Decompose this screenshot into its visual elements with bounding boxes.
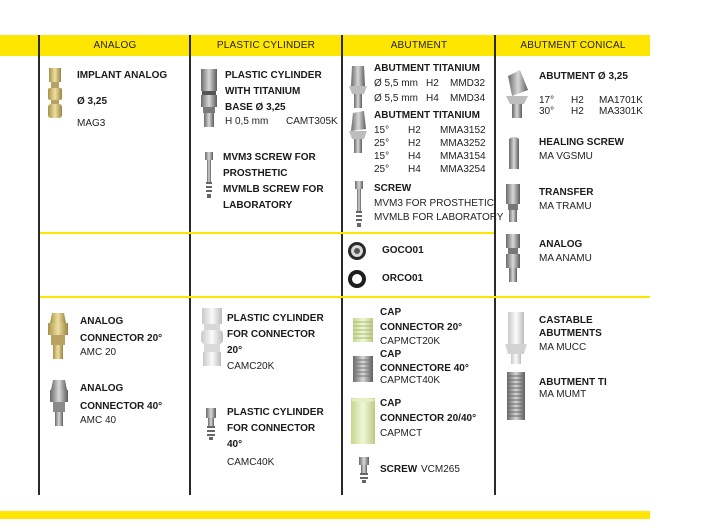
screw-title: SCREW — [374, 183, 412, 194]
analog-connector-40-icon — [48, 380, 70, 426]
column-divider — [38, 35, 40, 495]
screw-line2: MVMLB FOR LABORATORY — [374, 212, 504, 223]
analog-connector-40-code: AMC 40 — [80, 415, 117, 426]
row-divider — [40, 232, 494, 234]
implant-analog-size: Ø 3,25 — [77, 96, 108, 107]
angle: 17° — [539, 95, 555, 106]
angle: 15° — [374, 125, 390, 136]
cap-40-line1: CAP — [380, 349, 402, 360]
abutment-titanium-1-row — [374, 78, 494, 89]
cap-20-code: CAPMCT20K — [380, 336, 441, 347]
screw-vcm265-icon — [358, 457, 370, 483]
plastic-cylinder-40-line2: FOR CONNECTOR — [227, 423, 316, 434]
analog-connector-20-line2: CONNECTOR 20° — [80, 333, 163, 344]
code: MA3301K — [599, 106, 643, 117]
angled-abutment-icon — [347, 111, 369, 155]
plastic-cylinder-20-line1: PLASTIC CYLINDER — [227, 313, 324, 324]
abutment-titanium-1-row — [374, 93, 494, 104]
analog-connector-40-line1: ANALOG — [80, 383, 124, 394]
analog-connector-20-icon — [46, 313, 70, 359]
castable-code: MA MUCC — [539, 342, 587, 353]
castable-line2: ABUTMENTS — [539, 328, 602, 339]
healing-screw-code: MA VGSMU — [539, 151, 593, 162]
conical-abutment-title: ABUTMENT Ø 3,25 — [539, 71, 628, 82]
column-divider — [494, 35, 496, 495]
cap-connector-2040-icon — [350, 398, 376, 444]
o-ring-gold-icon — [347, 241, 367, 261]
implant-analog-code: MAG3 — [77, 118, 106, 129]
healing-screw-title: HEALING SCREW — [539, 137, 624, 148]
abutment-titanium-icon — [347, 66, 369, 110]
implant-analog-title: IMPLANT ANALOG — [77, 70, 168, 81]
analog-conical-code: MA ANAMU — [539, 253, 592, 264]
screw-line1: MVM3 FOR PROSTHETIC — [374, 198, 495, 209]
abutment-titanium-2-row — [374, 125, 494, 136]
abutment-titanium-2-row — [374, 138, 494, 149]
diameter: Ø 5,5 mm — [374, 78, 418, 89]
height: H4 — [408, 164, 421, 175]
footer-bar — [0, 511, 650, 519]
abutment-titanium-2-row — [374, 164, 494, 175]
height: H2 — [571, 106, 584, 117]
plastic-cylinder-titanium-line2: WITH TITANIUM — [225, 86, 301, 97]
plastic-cylinder-40-line3: 40° — [227, 439, 243, 450]
plastic-cylinder-titanium-line1: PLASTIC CYLINDER — [225, 70, 322, 81]
screw-vcm265-title: SCREW — [380, 464, 418, 475]
plastic-cylinder-titanium-line3: BASE Ø 3,25 — [225, 102, 286, 113]
abutment-ti-code: MA MUMT — [539, 389, 587, 400]
screw-vcm265-code: VCM265 — [421, 464, 460, 475]
plastic-cylinder-40-icon — [205, 408, 217, 440]
code: MA1701K — [599, 95, 643, 106]
mvm3-screw-icon — [204, 152, 214, 198]
header-plastic-cylinder: PLASTIC CYLINDER — [216, 40, 316, 51]
angle: 25° — [374, 164, 390, 175]
abutment-titanium-1-title: ABUTMENT TITANIUM — [374, 63, 480, 74]
cap-40-line2: CONNECTORE 40° — [380, 363, 469, 374]
code: MMA3252 — [440, 138, 486, 149]
abutment-ti-title: ABUTMENT TI — [539, 377, 607, 388]
header-abutment: ABUTMENT — [390, 40, 448, 51]
analog-conical-icon — [505, 234, 521, 282]
diameter: Ø 5,5 mm — [374, 93, 418, 104]
mvm3-screw-line3: MVMLB SCREW FOR — [223, 184, 324, 195]
analog-connector-20-line1: ANALOG — [80, 316, 124, 327]
height: H4 — [408, 151, 421, 162]
plastic-cylinder-titanium-icon — [199, 69, 219, 131]
code: MMA3152 — [440, 125, 486, 136]
header-abutment-conical: ABUTMENT CONICAL — [520, 40, 626, 51]
height: H2 — [426, 78, 439, 89]
cap-2040-code: CAPMCT — [380, 428, 423, 439]
analog-connector-20-code: AMC 20 — [80, 347, 117, 358]
transfer-code: MA TRAMU — [539, 201, 592, 212]
column-divider — [341, 35, 343, 495]
code: MMA3154 — [440, 151, 486, 162]
angle: 25° — [374, 138, 390, 149]
row-divider — [40, 296, 650, 298]
height: H2 — [408, 138, 421, 149]
plastic-cylinder-20-icon — [199, 308, 225, 370]
cap-connector-20-icon — [352, 318, 374, 342]
castable-abutment-icon — [505, 312, 527, 364]
cap-connector-40-icon — [352, 356, 374, 382]
implant-analog-icon — [45, 68, 65, 124]
analog-conical-title: ANALOG — [539, 239, 583, 250]
conical-abutment-icon — [502, 70, 532, 120]
code: MMD32 — [450, 78, 486, 89]
castable-line1: CASTABLE — [539, 315, 593, 326]
height: H2 — [408, 125, 421, 136]
abutment-ti-icon — [505, 372, 527, 420]
code: MMD34 — [450, 93, 486, 104]
conical-abutment-row — [539, 95, 649, 106]
screw-icon — [354, 181, 364, 227]
height: H4 — [426, 93, 439, 104]
abutment-titanium-2-row — [374, 151, 494, 162]
plastic-cylinder-titanium-code: CAMT305K — [286, 116, 338, 127]
goco01-code: GOCO01 — [382, 245, 424, 256]
o-ring-icon — [347, 269, 367, 289]
plastic-cylinder-20-line2: FOR CONNECTOR — [227, 329, 316, 340]
cap-40-code: CAPMCT40K — [380, 375, 441, 386]
conical-abutment-row — [539, 106, 649, 117]
cap-20-line1: CAP — [380, 307, 402, 318]
height: H2 — [571, 95, 584, 106]
plastic-cylinder-20-line3: 20° — [227, 345, 243, 356]
header-analog: ANALOG — [93, 40, 137, 51]
angle: 30° — [539, 106, 555, 117]
angle: 15° — [374, 151, 390, 162]
column-divider — [189, 35, 191, 495]
plastic-cylinder-40-code: CAMC40K — [227, 457, 275, 468]
mvm3-screw-line2: PROSTHETIC — [223, 168, 288, 179]
transfer-icon — [505, 184, 521, 222]
mvm3-screw-line4: LABORATORY — [223, 200, 293, 211]
orco01-code: ORCO01 — [382, 273, 424, 284]
transfer-title: TRANSFER — [539, 187, 594, 198]
cap-2040-line2: CONNECTOR 20/40° — [380, 413, 477, 424]
healing-screw-icon — [507, 135, 521, 169]
code: MMA3254 — [440, 164, 486, 175]
abutment-titanium-2-title: ABUTMENT TITANIUM — [374, 110, 480, 121]
plastic-cylinder-40-line1: PLASTIC CYLINDER — [227, 407, 324, 418]
cap-20-line2: CONNECTOR 20° — [380, 322, 463, 333]
mvm3-screw-line1: MVM3 SCREW FOR — [223, 152, 316, 163]
plastic-cylinder-titanium-spec: H 0,5 mm — [225, 116, 269, 127]
cap-2040-line1: CAP — [380, 398, 402, 409]
analog-connector-40-line2: CONNECTOR 40° — [80, 401, 163, 412]
plastic-cylinder-20-code: CAMC20K — [227, 361, 275, 372]
